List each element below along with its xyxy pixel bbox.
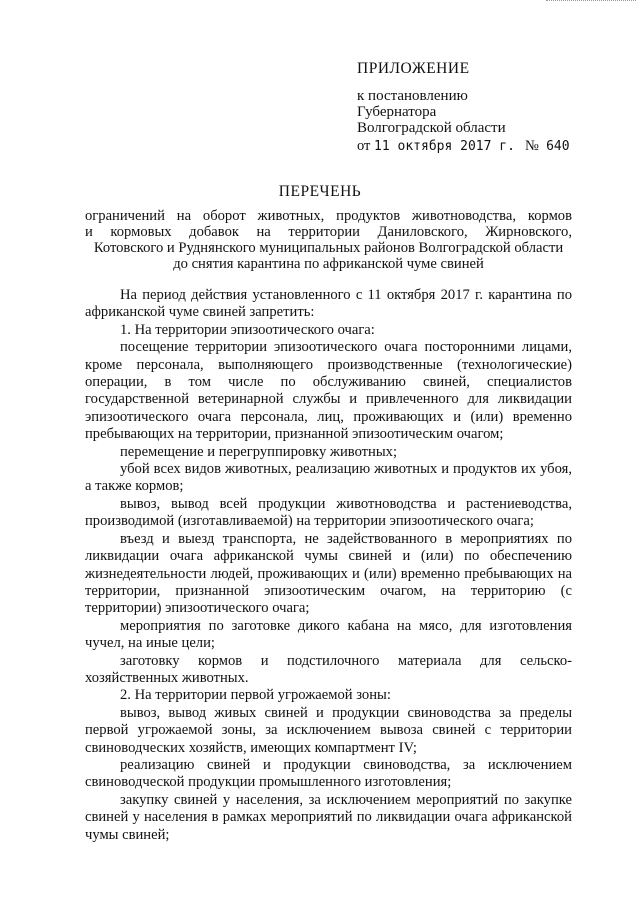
decree-number-wrap [525,138,570,155]
section-heading: 2. На территории первой угрожаемой зоны: [120,687,391,704]
document-subtitle [85,208,572,272]
appendix-line: Губернатора [357,104,437,120]
body-paragraph: перемещение и перегруппировку животных; [120,443,398,460]
subtitle-line: и кормовых добавок на территории Даниловского, Жирновского, [85,224,572,240]
body-paragraph: вывоз, вывод живых свиней и продукции свиноводства за пределы первой угрожаемой зоны, за исключением вывоза свиней с территории свиноводческих хозяйств, имеющих компартмент IV; [85,704,572,756]
section-heading: 1. На территории эпизоотического очага: [120,321,375,338]
document-title: ПЕРЕЧЕНЬ [278,183,362,200]
body-paragraph: въезд и выезд транспорта, не задействованного в мероприятиях по ликвидации очага африканской чумы свиней и (или) по обеспечению жизнедеятельности людей, проживающих и (или) временно пребывающих на территории, признанной эпизоотическим очагом, на территорию (с территории) эпизоотического очага; [85,530,572,617]
appendix-block [357,60,627,136]
appendix-line: Волгоградской области [357,120,506,136]
body-paragraph: закупку свиней у населения, за исключением мероприятий по закупке свиней у населения в рамках мероприятий по ликвидации очага африканской чумы свиней; [85,791,572,843]
body-paragraph: убой всех видов животных, реализацию животных и продуктов их убоя, а также кормов; [85,461,572,495]
body-paragraph: вывоз, вывод всей продукции животноводства и растениеводства, производимой (изготавливаемой) на территории эпизоотического очага; [85,495,572,530]
appendix-title: ПРИЛОЖЕНИЕ [357,60,470,77]
decree-date: 11 октября 2017 г. [374,139,515,154]
decree-reference [357,138,617,155]
decree-from-label: от [357,138,371,154]
document-body [85,287,572,844]
subtitle-line: ограничений на оборот животных, продуктов животноводства, кормов [85,208,572,224]
scan-edge-mark [546,0,636,3]
body-paragraph: реализацию свиней и продукции свиноводства, за исключением свиноводческой продукции промышленного изготовления; [85,756,572,791]
decree-number: 640 [546,139,570,154]
body-paragraph: мероприятия по заготовке дикого кабана на мясо, для изготовления чучел, на иные цели; [85,617,572,652]
decree-number-label: № [525,138,539,154]
body-paragraph: На период действия установленного с 11 октября 2017 г. карантина по африканской чуме свиней запретить: [85,287,572,321]
subtitle-line: Котовского и Руднянского муниципальных районов Волгоградской области [93,240,564,256]
appendix-line: к постановлению [357,88,468,104]
body-paragraph: посещение территории эпизоотического очага посторонними лицами, кроме персонала, выполняющего производственные (технологические) операции, в том числе по обслуживанию свиней, специалистов государственной ветеринарной службы и привлеченного для ликвидации эпизоотического очага персонала, лиц, проживающих и (или) временно пребывающих на территории, признанной эпизоотическим очагом; [85,339,572,443]
body-paragraph: заготовку кормов и подстилочного материала для сельско-хозяйственных животных. [85,652,572,686]
subtitle-line: до снятия карантина по африканской чуме свиней [173,256,484,272]
